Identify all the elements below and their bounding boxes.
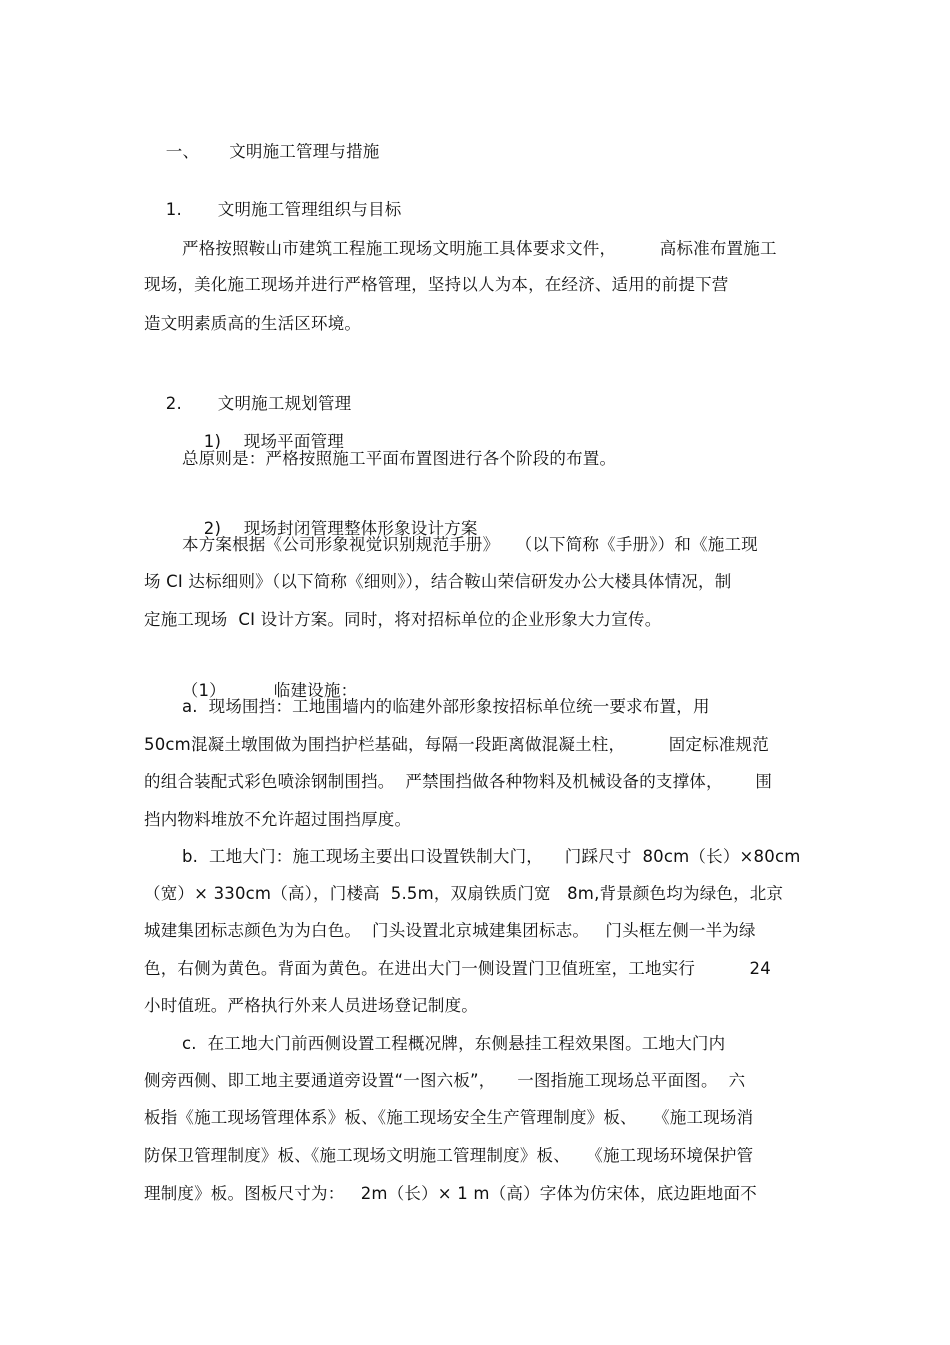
item-paren-1-number: （1）	[181, 681, 226, 700]
section-title: 文明施工管理与措施	[229, 142, 380, 161]
para-a-line-2: 50cm混凝土墩围做为围挡护栏基础，每隔一段距离做混凝土柱， 固定标准规范	[144, 735, 769, 754]
subheading-2-number: 2.	[165, 394, 182, 413]
item-2-title: 现场封闭管理整体形象设计方案	[243, 519, 478, 538]
para-b-line-3: 城建集团标志颜色为为白色。 门头设置北京城建集团标志。 门头框左侧一半为绿	[144, 921, 756, 940]
para-b-line-1: b. 工地大门：施工现场主要出口设置铁制大门， 门踩尺寸 80cm（长）×80cm	[182, 847, 801, 866]
item-1-text: 总原则是：严格按照施工平面布置图进行各个阶段的布置。	[182, 449, 617, 468]
para-b-line-5: 小时值班。严格执行外来人员进场登记制度。	[144, 996, 478, 1015]
para2-line-3: 定施工现场 CI 设计方案。同时，将对招标单位的企业形象大力宣传。	[144, 610, 662, 629]
para-c-line-1: c. 在工地大门前西侧设置工程概况牌，东侧悬挂工程效果图。工地大门内	[182, 1034, 726, 1053]
subheading-1-title: 文明施工管理组织与目标	[217, 200, 402, 219]
para-b-line-2: （宽）× 330cm（高），门楼高 5.5m，双扇铁质门宽 8m,背景颜色均为绿色，北京	[144, 884, 784, 903]
para1-line-1: 严格按照鞍山市建筑工程施工现场文明施工具体要求文件， 高标准布置施工	[182, 239, 777, 258]
para-b-line-4: 色，右侧为黄色。背面为黄色。在进出大门一侧设置门卫值班室，工地实行 24	[144, 959, 771, 978]
subheading-2-title: 文明施工规划管理	[217, 394, 352, 413]
para1-line-2: 现场，美化施工现场并进行严格管理，坚持以人为本，在经济、适用的前提下营	[144, 275, 729, 294]
para-c-line-5: 理制度》板。图板尺寸为： 2m（长）× 1 m（高）字体为仿宋体，底边距地面不	[144, 1184, 757, 1203]
para2-line-2: 场 CI 达标细则》（以下简称《细则》），结合鞍山荣信研发办公大楼具体情况，制	[144, 572, 732, 591]
para-c-line-4: 防保卫管理制度》板、《施工现场文明施工管理制度》板、 《施工现场环境保护管	[144, 1146, 754, 1165]
para-c-line-2: 侧旁西侧、即工地主要通道旁设置“一图六板”， 一图指施工现场总平面图。 六	[144, 1071, 746, 1090]
subheading-1	[144, 177, 401, 243]
section-heading	[144, 119, 380, 185]
para-c-line-3: 板指《施工现场管理体系》板、《施工现场安全生产管理制度》板、 《施工现场消	[144, 1108, 754, 1127]
para-a-line-1: a. 现场围挡：工地围墙内的临建外部形象按招标单位统一要求布置，用	[182, 697, 710, 716]
para-a-line-3: 的组合装配式彩色喷涂钢制围挡。 严禁围挡做各种物料及机械设备的支撑体， 围	[144, 772, 773, 791]
item-1-title: 现场平面管理	[243, 432, 344, 451]
item-1-number: 1)	[203, 432, 222, 451]
para2-line-1: 本方案根据《公司形象视觉识别规范手册》 （以下简称《手册》）和《施工现	[182, 535, 758, 554]
para-a-line-4: 挡内物料堆放不允许超过围挡厚度。	[144, 810, 412, 829]
para1-line-3: 造文明素质高的生活区环境。	[144, 314, 362, 333]
item-paren-1-title: 临建设施：	[273, 681, 358, 700]
subheading-1-number: 1.	[165, 200, 182, 219]
section-number: 一、	[165, 142, 200, 161]
item-2-number: 2)	[203, 519, 222, 538]
